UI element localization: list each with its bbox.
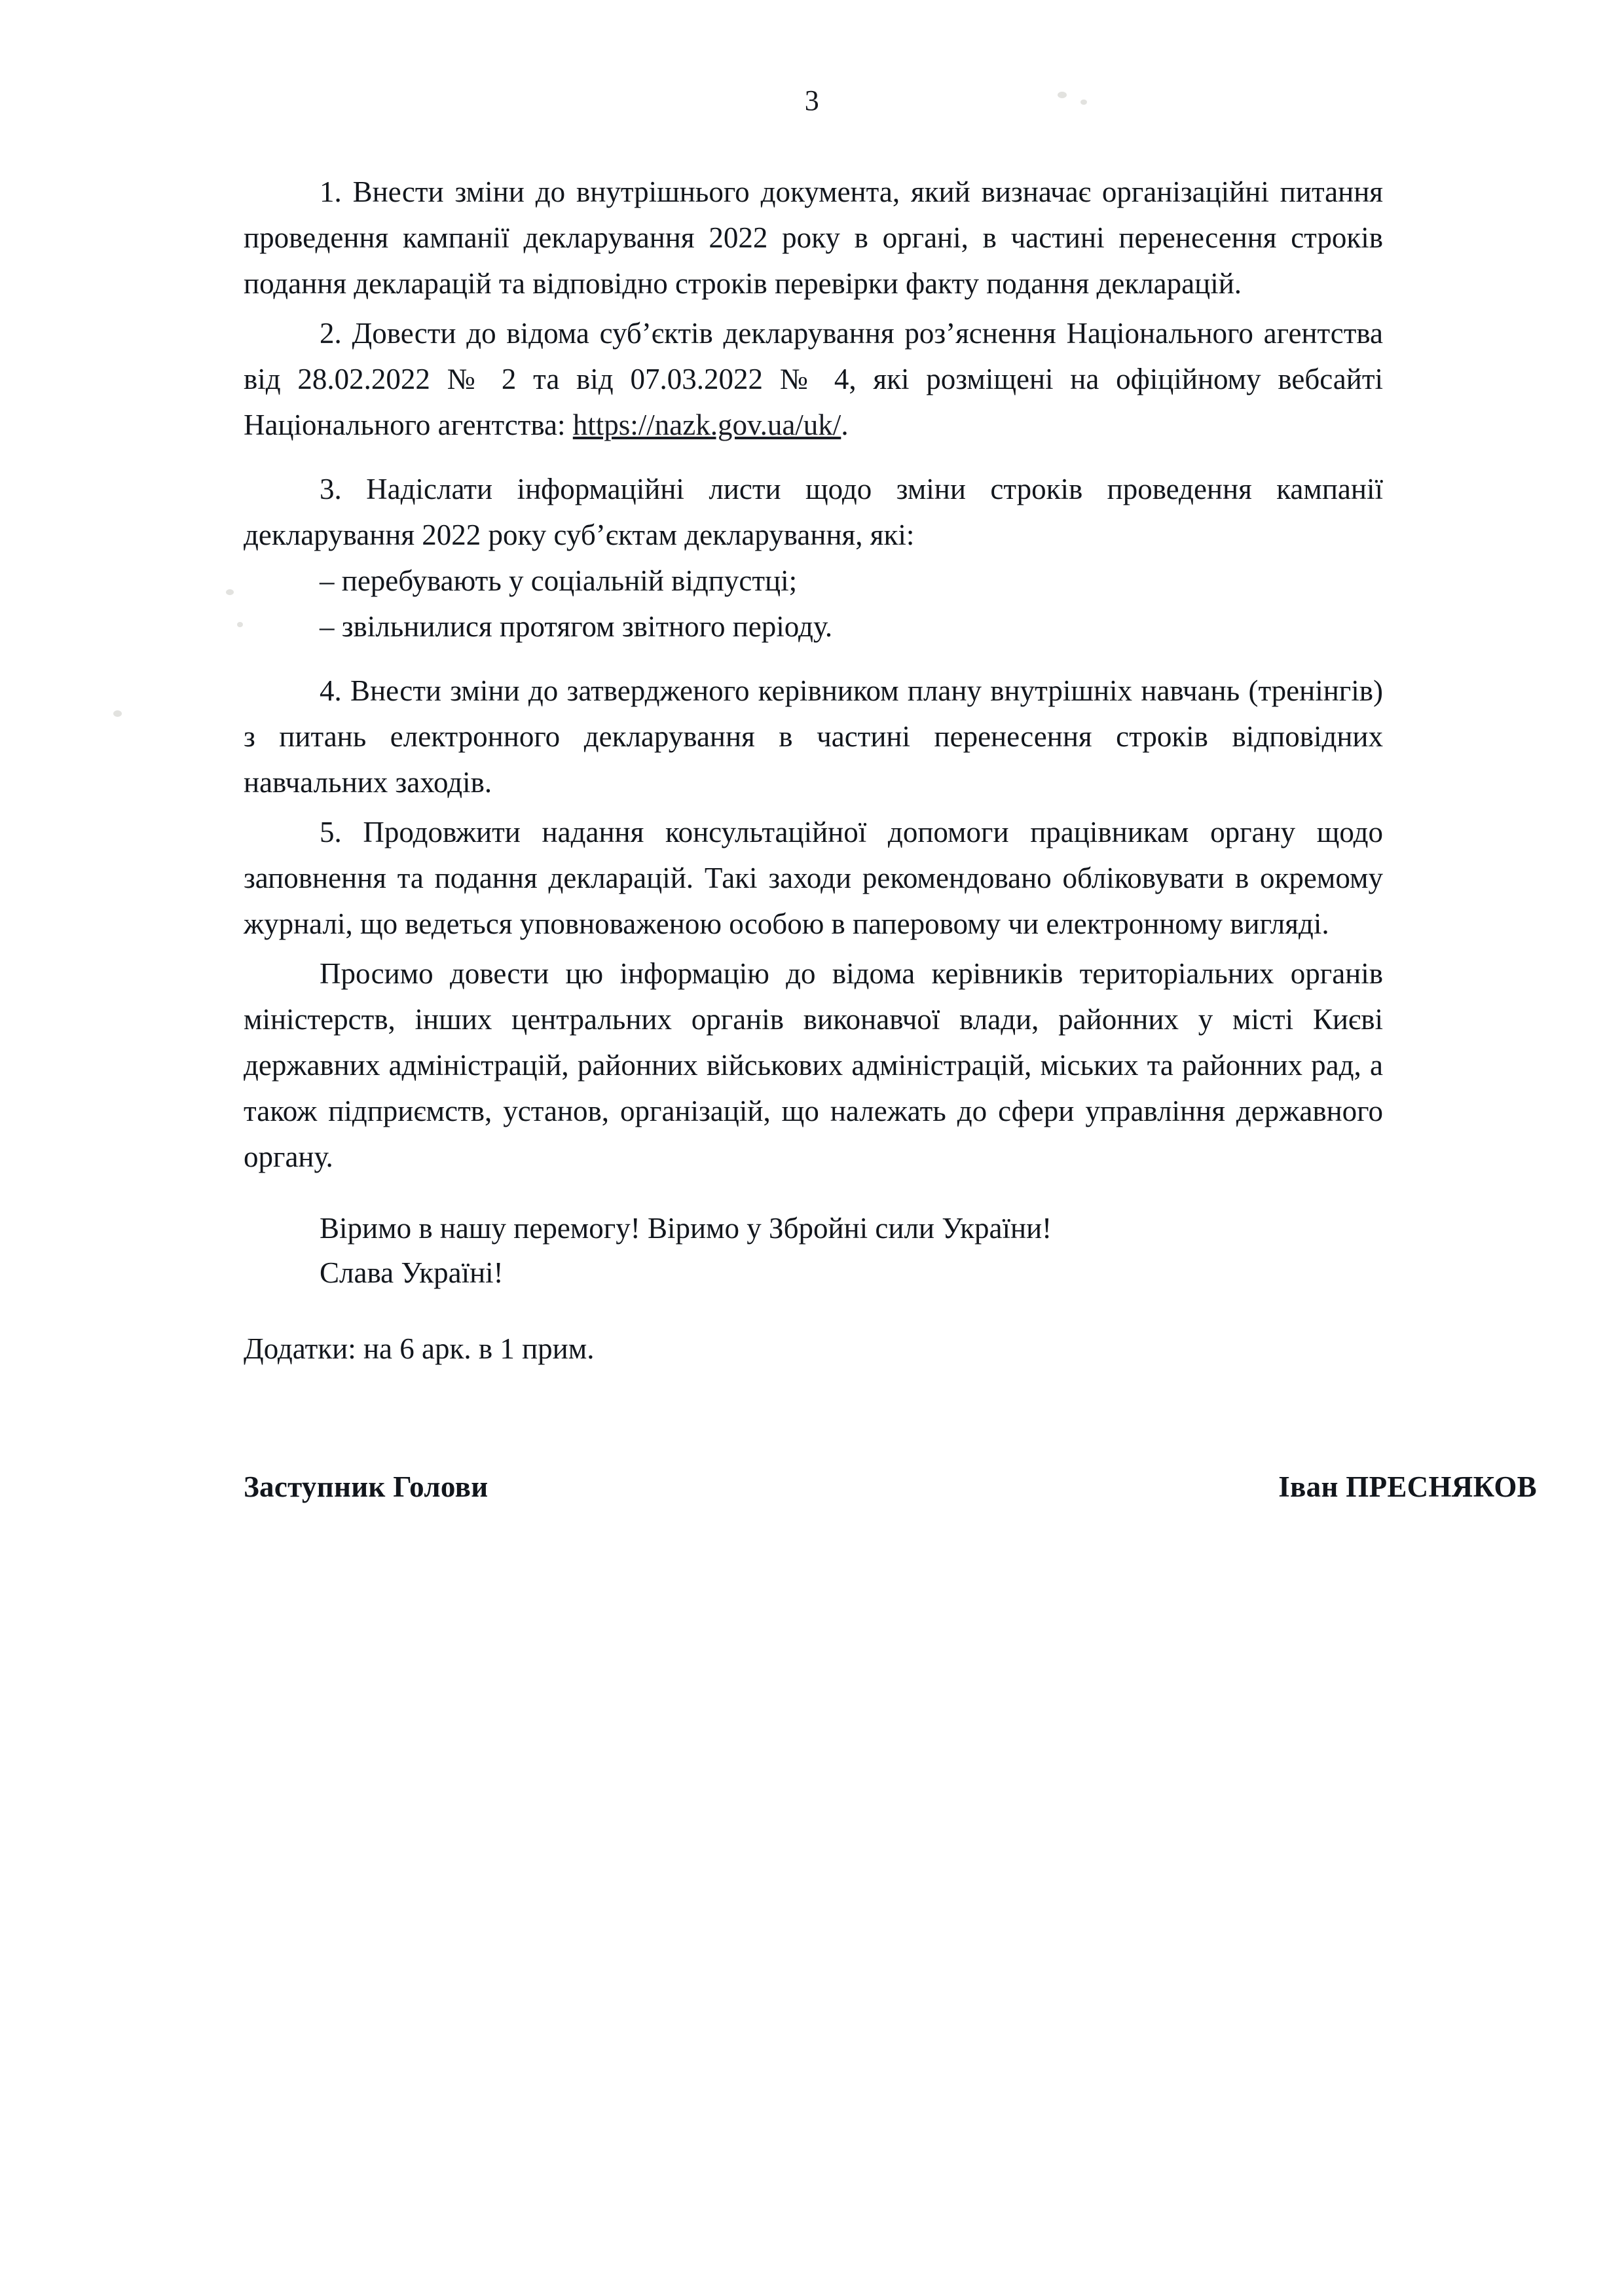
spacer (244, 448, 1383, 466)
paper-speck (113, 710, 122, 717)
attachments-note: Додатки: на 6 арк. в 1 прим. (244, 1332, 595, 1365)
signatory-name (1278, 1470, 1537, 1504)
paragraph-request: Просимо довести цю інформацію до відома керівників територіальних органів міністерств, інших центральних органів виконавчої влади, районних у місті Києві державних адміністрацій, районних військових адміністрацій, міських та районних рад, а також підприємств, установ, організацій, що належать до сфери управління державного органу. (244, 957, 1383, 1173)
paragraph-item-1: 1. Внести зміни до внутрішнього документа, який визначає організаційні питання проведення кампанії декларування 2022 року в органі, в частині перенесення строків подання декларацій та відповідно строків перевірки факту подання декларацій. (244, 175, 1383, 300)
paragraph-item-2-text: 2. Довести до відома суб’єктів декларування роз’яснення Національного агентства від 28.02.2022 № 2 та від 07.03.2022 № 4, які розміщені на офіційному вебсайті Національного агентства: (244, 317, 1383, 441)
signatory-position: Заступник Голови (244, 1470, 489, 1503)
signatory-surname: ПРЕСНЯКОВ (1346, 1470, 1537, 1503)
page-number: 3 (804, 84, 820, 117)
paragraph-item-2-period: . (841, 409, 849, 441)
signature-block (244, 1470, 1537, 1504)
paper-speck (237, 622, 243, 627)
signatory-given-name: Іван (1278, 1470, 1338, 1503)
paper-speck (226, 589, 234, 595)
closing-line: Слава Україні! (320, 1256, 504, 1289)
paragraph-item-4: 4. Внести зміни до затвердженого керівником плану внутрішніх навчань (тренінгів) з питань електронного декларування в частині перенесення строків відповідних навчальних заходів. (244, 674, 1383, 799)
paragraph-item-5: 5. Продовжити надання консультаційної допомоги працівникам органу щодо заповнення та подання декларацій. Такі заходи рекомендовано обліковувати в окремому журналі, що ведеться уповноваженою особою в паперовому чи електронному вигляді. (244, 816, 1383, 940)
document-body (244, 169, 1383, 1400)
nazk-website-link[interactable]: https://nazk.gov.ua/uk/ (572, 409, 841, 441)
paragraph-item-3: 3. Надіслати інформаційні листи щодо зміни строків проведення кампанії декларування 2022 року суб’єктам декларування, які: (244, 473, 1383, 551)
list-item: – звільнилися протягом звітного періоду. (320, 610, 833, 643)
closing-line: Віримо в нашу перемогу! Віримо у Збройні сили України! (320, 1212, 1052, 1245)
list-item: – перебувають у соціальній відпустці; (320, 564, 798, 597)
spacer (244, 649, 1383, 668)
paragraph-item-2 (244, 310, 1383, 448)
closing-block (244, 1206, 1383, 1295)
